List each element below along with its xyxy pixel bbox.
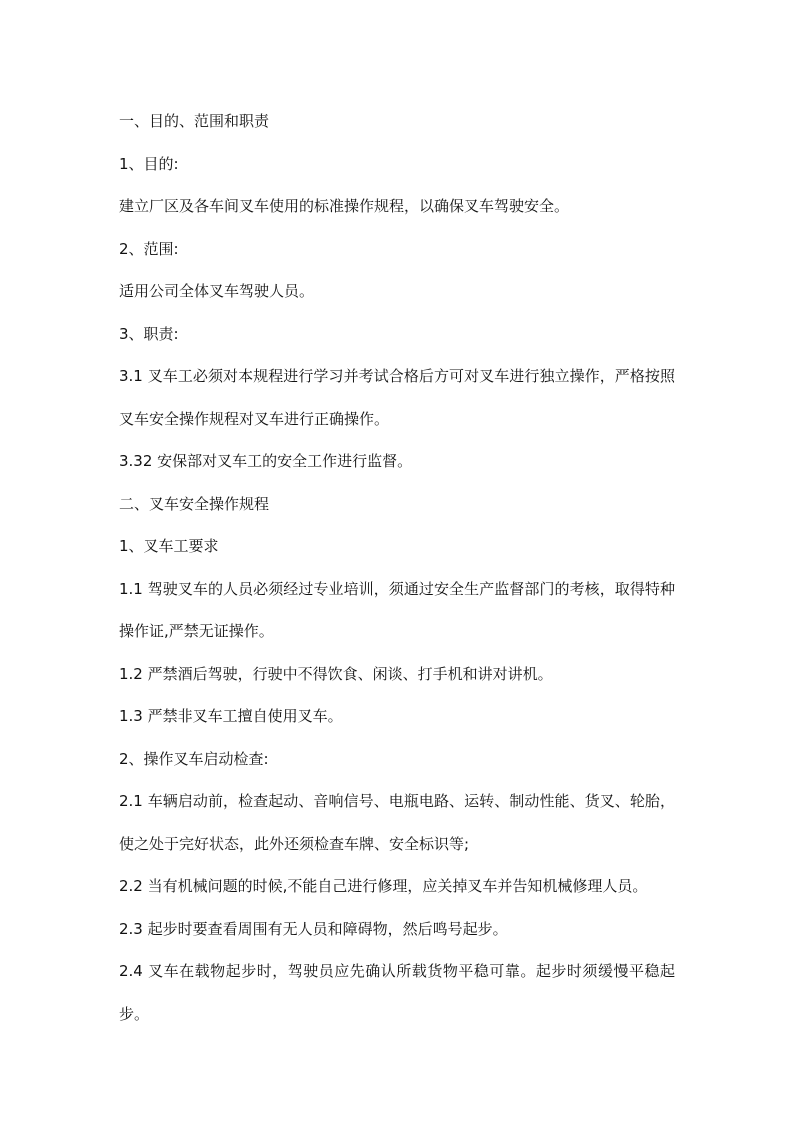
body-paragraph: 1.2 严禁酒后驾驶，行驶中不得饮食、闲谈、打手机和讲对讲机。 <box>119 664 553 683</box>
body-paragraph: 3.32 安保部对叉车工的安全工作进行监督。 <box>119 452 413 470</box>
subsection-heading: 1、目的: <box>119 154 179 173</box>
body-paragraph: 2.3 起步时要查看周围有无人员和障碍物，然后鸣号起步。 <box>119 919 508 938</box>
subsection-heading: 2、操作叉车启动检查: <box>119 749 269 768</box>
body-paragraph: 2.1 车辆启动前，检查起动、音响信号、电瓶电路、运转、制动性能、货叉、轮胎，使之处于完好状态，此外还须检查车牌、安全标识等; <box>119 792 675 853</box>
subsection-heading: 1、叉车工要求 <box>119 537 219 555</box>
section-heading: 一、目的、范围和职责 <box>119 112 270 130</box>
body-paragraph: 建立厂区及各车间叉车使用的标准操作规程，以确保叉车驾驶安全。 <box>119 197 570 215</box>
body-paragraph: 1.3 严禁非叉车工擅自使用叉车。 <box>119 707 343 725</box>
subsection-heading: 3、职责: <box>119 324 179 343</box>
body-paragraph: 3.1 叉车工必须对本规程进行学习并考试合格后方可对叉车进行独立操作，严格按照叉车安全操作规程对叉车进行正确操作。 <box>119 367 675 428</box>
body-paragraph: 2.2 当有机械问题的时候,不能自己进行修理，应关掉叉车并告知机械修理人员。 <box>119 877 648 895</box>
subsection-heading: 2、范围: <box>119 239 179 258</box>
section-heading: 二、叉车安全操作规程 <box>119 494 270 513</box>
body-paragraph: 适用公司全体叉车驾驶人员。 <box>119 282 315 300</box>
body-paragraph: 1.1 驾驶叉车的人员必须经过专业培训，须通过安全生产监督部门的考核，取得特种操作证,严禁无证操作。 <box>119 579 675 640</box>
body-paragraph: 2.4 叉车在载物起步时，驾驶员应先确认所载货物平稳可靠。起步时须缓慢平稳起步。 <box>119 962 675 1023</box>
document-body <box>119 100 675 1035</box>
